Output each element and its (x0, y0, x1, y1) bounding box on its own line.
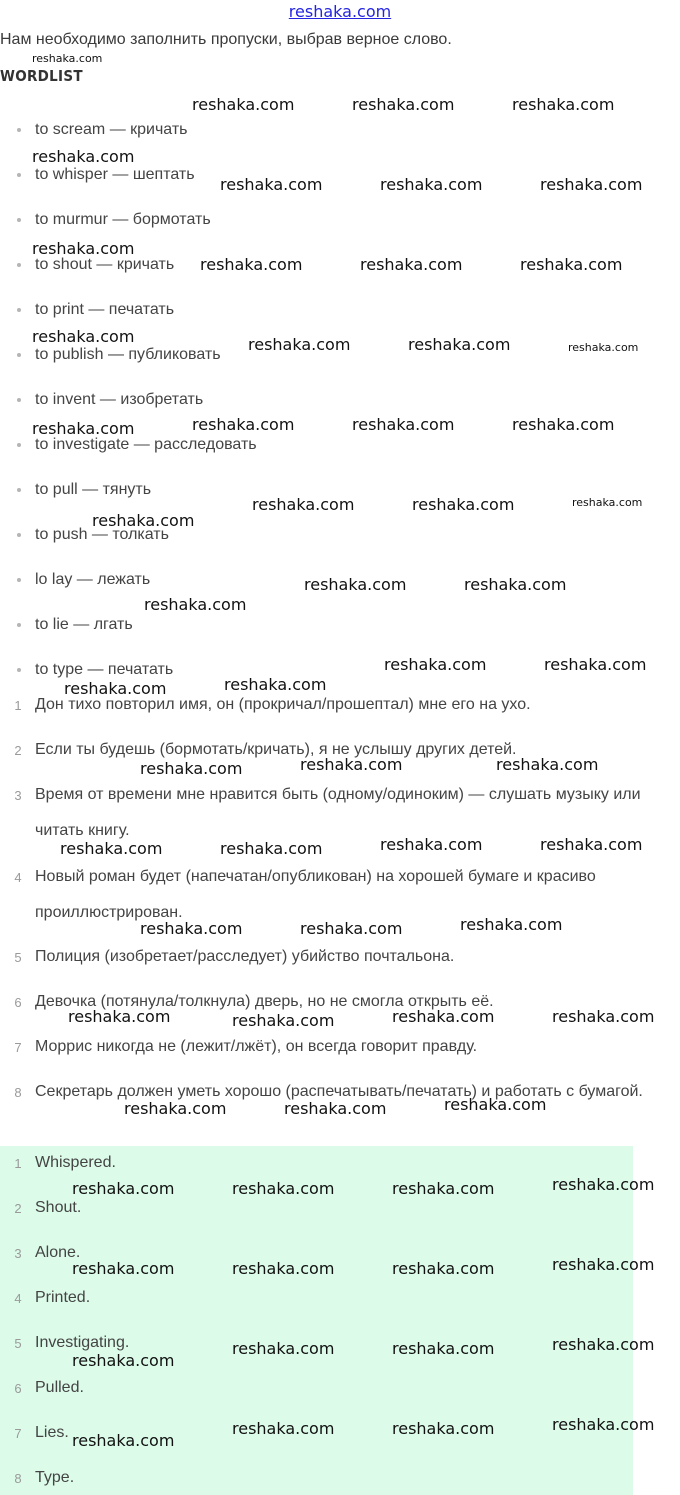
watermark-text: reshaka.com (464, 575, 567, 594)
watermark-text: reshaka.com (92, 511, 195, 530)
intro-text: Нам необходимо заполнить пропуски, выбрав верное слово. (0, 31, 452, 48)
watermark-text: reshaka.com (552, 1255, 655, 1274)
watermark-text: reshaka.com (412, 495, 515, 514)
watermark-text: reshaka.com (200, 255, 303, 274)
watermark-text: reshaka.com (460, 915, 563, 934)
watermark-text: reshaka.com (352, 95, 455, 114)
watermark-text: reshaka.com (384, 655, 487, 674)
watermark-text: reshaka.com (568, 341, 639, 354)
watermark-text: reshaka.com (540, 835, 643, 854)
watermark-text: reshaka.com (512, 95, 615, 114)
watermark-text: reshaka.com (300, 919, 403, 938)
watermark-text: reshaka.com (392, 1419, 495, 1438)
watermark-text: reshaka.com (512, 415, 615, 434)
wordlist-title: WORDLIST (0, 67, 83, 85)
watermark-text: reshaka.com (496, 755, 599, 774)
watermark-text: reshaka.com (32, 419, 135, 438)
watermark-text: reshaka.com (64, 679, 167, 698)
watermark-text: reshaka.com (32, 327, 135, 346)
watermark-text: reshaka.com (572, 496, 643, 509)
watermark-text: reshaka.com (352, 415, 455, 434)
watermark-text: reshaka.com (220, 839, 323, 858)
watermark-text: reshaka.com (380, 835, 483, 854)
watermark-text: reshaka.com (360, 255, 463, 274)
watermark-text: reshaka.com (300, 755, 403, 774)
watermark-text: reshaka.com (72, 1179, 175, 1198)
watermark-text: reshaka.com (392, 1339, 495, 1358)
watermark-text: reshaka.com (380, 175, 483, 194)
watermark-text: reshaka.com (232, 1179, 335, 1198)
watermark-text: reshaka.com (552, 1335, 655, 1354)
watermark-text: reshaka.com (32, 52, 103, 65)
watermark-text: reshaka.com (408, 335, 511, 354)
watermark-text: reshaka.com (232, 1259, 335, 1278)
watermark-text: reshaka.com (544, 655, 647, 674)
watermark-text: reshaka.com (220, 175, 323, 194)
watermark-text: reshaka.com (552, 1415, 655, 1434)
watermark-text: reshaka.com (224, 675, 327, 694)
watermark-text: reshaka.com (192, 415, 295, 434)
watermark-text: reshaka.com (32, 239, 135, 258)
watermark-text: reshaka.com (392, 1179, 495, 1198)
watermark-text: reshaka.com (192, 95, 295, 114)
watermark-text: reshaka.com (232, 1339, 335, 1358)
watermark-text: reshaka.com (72, 1351, 175, 1370)
watermark-text: reshaka.com (140, 919, 243, 938)
watermark-text: reshaka.com (72, 1431, 175, 1450)
watermark-text: reshaka.com (140, 759, 243, 778)
watermark-text: reshaka.com (232, 1011, 335, 1030)
watermark-text: reshaka.com (540, 175, 643, 194)
watermark-text: reshaka.com (552, 1175, 655, 1194)
watermark-text: reshaka.com (444, 1095, 547, 1114)
watermark-text: reshaka.com (392, 1259, 495, 1278)
watermark-text: reshaka.com (552, 1007, 655, 1026)
watermark-text: reshaka.com (232, 1419, 335, 1438)
watermark-text: reshaka.com (124, 1099, 227, 1118)
watermark-text: reshaka.com (68, 1007, 171, 1026)
watermark-text: reshaka.com (520, 255, 623, 274)
watermark-text: reshaka.com (304, 575, 407, 594)
watermark-text: reshaka.com (144, 595, 247, 614)
watermark-text: reshaka.com (248, 335, 351, 354)
watermark-text: reshaka.com (72, 1259, 175, 1278)
watermark-text: reshaka.com (284, 1099, 387, 1118)
watermark-text: reshaka.com (32, 147, 135, 166)
watermark-text: reshaka.com (252, 495, 355, 514)
site-link[interactable]: reshaka.com (288, 2, 392, 21)
watermark-text: reshaka.com (60, 839, 163, 858)
watermark-text: reshaka.com (392, 1007, 495, 1026)
